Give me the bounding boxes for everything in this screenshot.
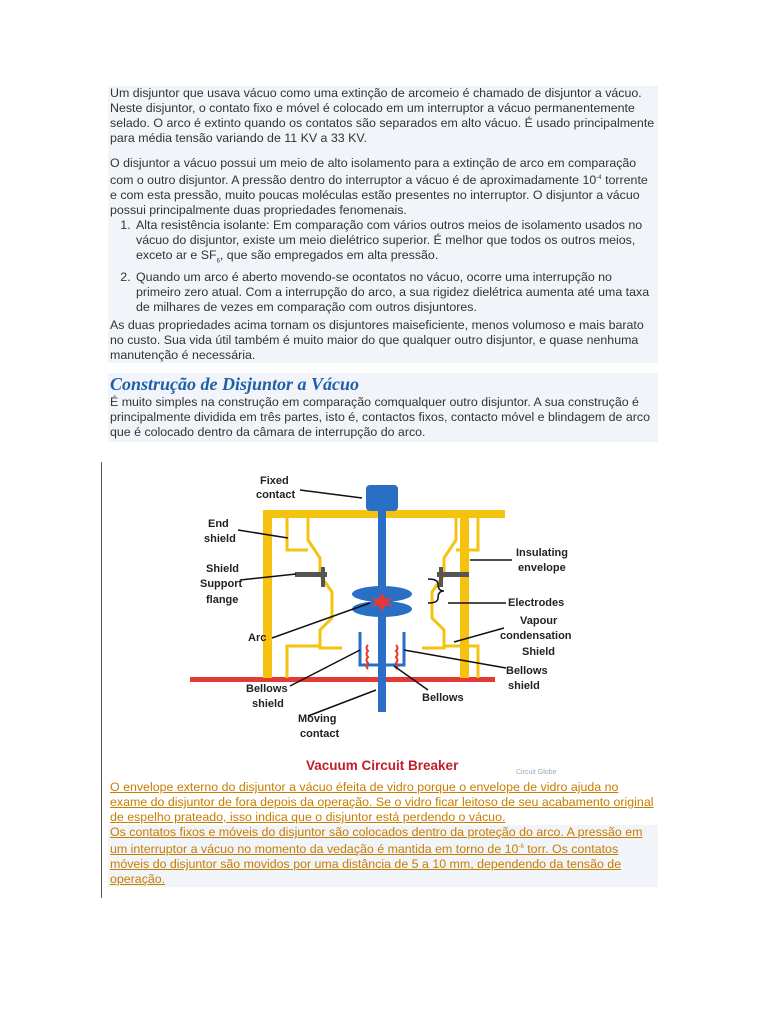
properties-list [108, 218, 658, 314]
moving-contact-rod [378, 612, 386, 712]
bottom-flange-plate [190, 677, 495, 682]
insulating-envelope-right [460, 518, 469, 678]
figure-title: Vacuum Circuit Breaker [306, 758, 459, 773]
label-vapour-1: Vapour [520, 615, 558, 627]
fixed-contact-cap [366, 485, 398, 511]
label-vapour-2: condensation [500, 630, 572, 642]
label-shield-2: Support [200, 578, 243, 590]
end-shield-left [287, 518, 308, 550]
paragraph-construction: É muito simples na construção em comparação comqualquer outro disjuntor. A sua construção é principalmente dividida em três partes, isto é, contactos fixos, contacto móvel e blindagem de arco que é colocado dentro da câmara de interrupção do arco. [110, 394, 650, 439]
label-fixed-contact-2: contact [256, 489, 296, 501]
fixed-contact-rod [378, 510, 386, 596]
label-shield-1: Shield [206, 563, 240, 575]
label-end-shield-1: End [208, 518, 229, 530]
label-arc: Arc [248, 632, 267, 644]
vacuum-circuit-breaker-diagram [190, 460, 578, 780]
brand-watermark: Circuit Globe [516, 769, 557, 776]
label-bellows: Bellows [422, 692, 464, 704]
link-glass-envelope[interactable]: O envelope externo do disjuntor a vácuo éfeita de vidro porque o envelope de vidro ajuda no exame do disjuntor de fora depois da operação. Se o vidro ficar leitoso de seu acabamento original de espelho prateado, isso indica que o disjuntor está perdendo o vácuo. [110, 780, 654, 824]
label-moving-contact-2: contact [300, 728, 340, 740]
links-section [108, 780, 658, 887]
label-electrodes: Electrodes [508, 597, 565, 609]
paragraph-intro: Um disjuntor que usava vácuo como uma extinção de arcomeio é chamado de disjuntor a vácuo. Neste disjuntor, o contato fixo e móvel é colocado em um interruptor a vácuo permanentemente selado. O arco é extinto quando os contatos são separados em alto vácuo. É usado principalmente para média tensão variando de 11 KV a 33 KV. [108, 86, 658, 146]
list-item: 1. Alta resistência isolante: Em comparação com vários outros meios de isolamento usados no vácuo do disjuntor, existe um meio dielétrico superior. É melhor que todos os outros meios, exceto ar e $SF_6$, que são empregados em alta pressão. [134, 218, 658, 269]
paragraph-advantages: As duas propriedades acima tornam os disjuntores maiseficiente, menos volumoso e mais barato no custo. Sua vida útil também é muito maior do que qualquer outro disjuntor, e quase nenhuma manutenção é necessária. [108, 318, 658, 363]
link-contacts-pressure[interactable]: Os contatos fixos e móveis do disjuntor são colocados dentro da proteção do arco. A pressão em um interruptor a vácuo no momento da vedação é mantida em torno de $10^{-6}$ torr. Os contatos móveis do disjuntor são movidos por uma distância de 5 a 10 mm, dependendo da tensão de operação. [108, 825, 658, 887]
document-page [108, 86, 658, 442]
insulating-envelope-left [263, 518, 272, 678]
label-shield-3: flange [206, 594, 239, 606]
label-moving-contact-1: Moving [298, 713, 337, 725]
left-margin-line [101, 462, 102, 898]
diagram-svg [190, 460, 578, 780]
label-fixed-contact-1: Fixed [260, 475, 289, 487]
label-insulating-2: envelope [518, 562, 566, 574]
list-item: 2. Quando um arco é aberto movendo-se ocontatos no vácuo, ocorre uma interrupção no primeiro zero atual. Com a interrupção do arco, a sua rigidez dielétrica aumenta até uma taxa de milhares de vezes em comparação com outros disjuntores. [134, 270, 658, 315]
label-vapour-3: Shield [522, 646, 556, 658]
section-heading: Construção de Disjuntor a Vácuo [110, 373, 360, 394]
paragraph-pressure: O disjuntor a vácuo possui um meio de alto isolamento para a extinção de arco em comparação com o outro disjuntor. A pressão dentro do interruptor a vácuo é de aproximadamente $10^{-4}$ torrente e com esta pressão, muito poucas moléculas estão presentes no interruptor. O disjuntor a vácuo possui principalmente duas propriedades fenomenais. [108, 156, 658, 218]
label-end-shield-2: shield [204, 533, 236, 545]
label-bellows-shield-left-2: shield [252, 698, 284, 710]
label-bellows-shield-left-1: Bellows [246, 683, 288, 695]
label-bellows-shield-right-1: Bellows [506, 665, 548, 677]
label-insulating-1: Insulating [516, 547, 568, 559]
label-bellows-shield-right-2: shield [508, 680, 540, 692]
